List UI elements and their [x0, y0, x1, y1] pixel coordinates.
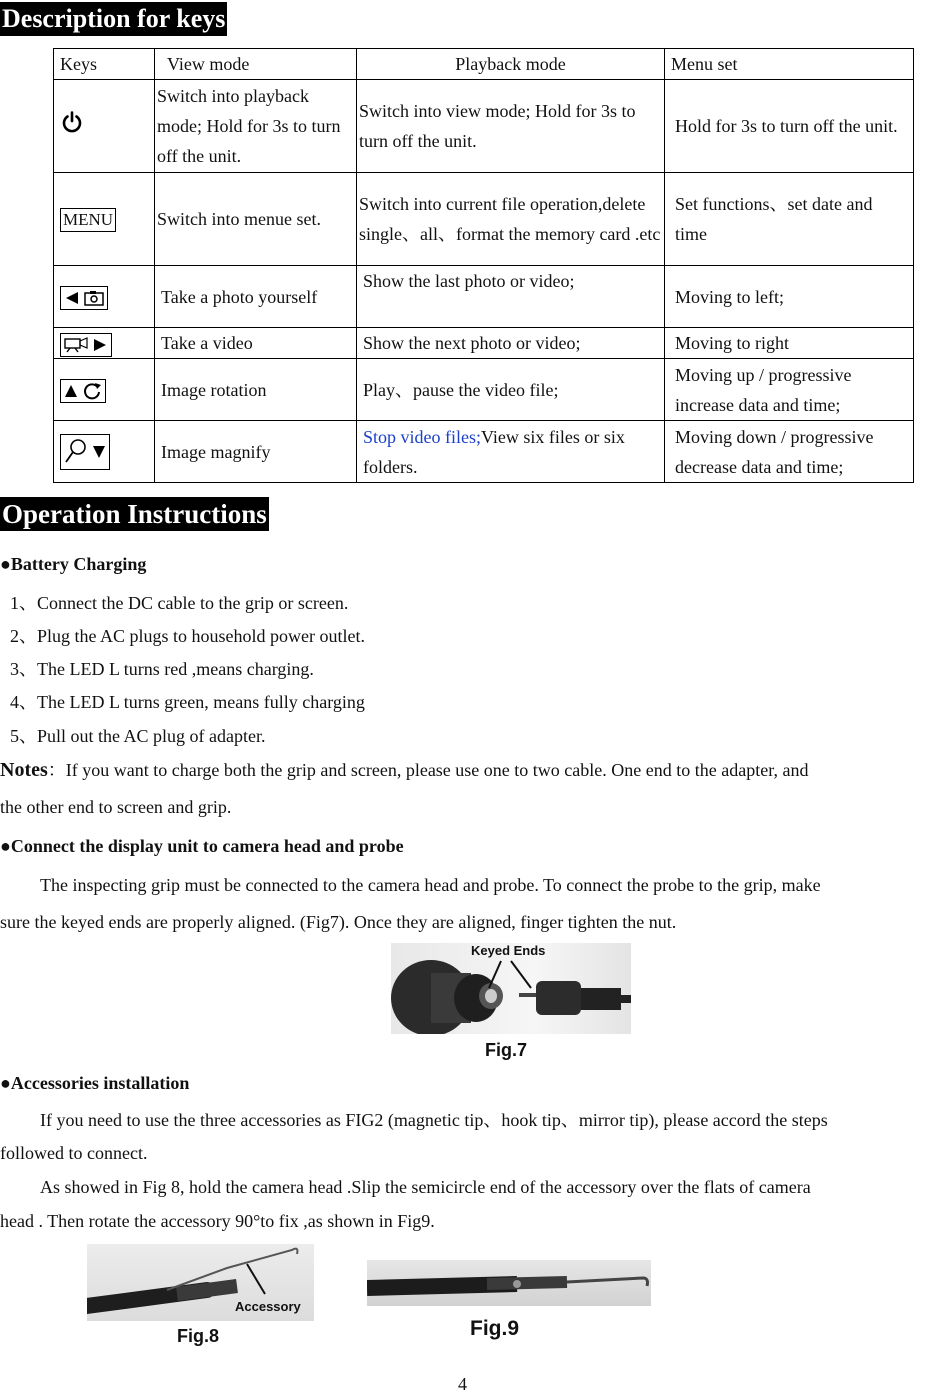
keys-table [53, 48, 914, 483]
menu-cell: Moving up / progressive increase data and time; [665, 359, 914, 421]
accessories-p2-line-1: As showed in Fig 8, hold the camera head .Slip the semicircle end of the accessory over the flats of camera [40, 1177, 811, 1197]
connect-title: ●Connect the display unit to camera head and probe [0, 836, 404, 856]
view-cell: Take a photo yourself [155, 266, 357, 328]
fig8-caption: Fig.8 [177, 1326, 220, 1346]
table-row [54, 80, 914, 173]
playback-cell: Show the next photo or video; [357, 328, 665, 359]
accessories-title: ●Accessories installation [0, 1073, 190, 1093]
key-cell [54, 173, 155, 266]
view-cell: Take a video [155, 328, 357, 359]
table-row [54, 421, 914, 483]
key-cell [54, 80, 155, 173]
video-right-icon [60, 333, 112, 357]
fig8-label: Accessory [235, 1299, 301, 1314]
view-cell: Image magnify [155, 421, 357, 483]
menu-cell: Set functions、set date and time [665, 173, 914, 266]
page-number: 4 [458, 1374, 467, 1394]
header-menu-set: Menu set [665, 49, 914, 80]
connect-line-2: sure the keyed ends are properly aligned. (Fig7). Once they are aligned, finger tighten the nut. [0, 912, 677, 932]
playback-cell: Play、pause the video file; [357, 359, 665, 421]
power-icon [60, 110, 84, 134]
accessories-p1-line-1: If you need to use the three accessories as FIG2 (magnetic tip、hook tip、mirror tip), please accord the steps [40, 1110, 828, 1130]
menu-cell: Moving to right [665, 328, 914, 359]
playback-cell: Show the last photo or video; [357, 266, 665, 328]
table-row [54, 266, 914, 328]
connect-line-1: The inspecting grip must be connected to the camera head and probe. To connect the probe to the grip, make [40, 875, 821, 895]
fig7-caption: Fig.7 [485, 1040, 528, 1060]
playback-cell: Switch into current file operation,delete single、all、format the memory card .etc [357, 173, 665, 266]
fig9-image [367, 1260, 651, 1306]
view-cell: Switch into menue set. [155, 173, 357, 266]
notes-line-1 [0, 758, 808, 782]
notes-line-2: the other end to screen and grip. [0, 797, 232, 817]
notes-label: Notes [0, 759, 48, 781]
notes-separator: ： [47, 760, 66, 780]
heading-description-keys: Description for keys [0, 2, 227, 36]
magnify-down-icon [60, 434, 110, 470]
header-playback-mode: Playback mode [357, 49, 665, 80]
accessories-p2-line-2: head . Then rotate the accessory 90°to fix ,as shown in Fig9. [0, 1211, 435, 1231]
table-row [54, 173, 914, 266]
header-keys: Keys [54, 49, 155, 80]
view-cell: Image rotation [155, 359, 357, 421]
fig8-image [87, 1244, 314, 1321]
notes-text: If you want to charge both the grip and screen, please use one to two cable. One end to the adapter, and [65, 760, 809, 780]
battery-step-2: 2、Plug the AC plugs to household power outlet. [10, 626, 365, 646]
fig9-caption: Fig.9 [470, 1317, 520, 1340]
left-camera-icon [60, 286, 108, 310]
heading-operation-instructions: Operation Instructions [2, 499, 267, 529]
six-files-text: View six files or six folders. [363, 426, 625, 477]
battery-step-4: 4、The LED L turns green, means fully charging [10, 692, 365, 712]
fig7-label: Keyed Ends [471, 943, 546, 958]
battery-step-3: 3、The LED L turns red ,means charging. [10, 659, 314, 679]
playback-cell: Switch into view mode; Hold for 3s to turn off the unit. [357, 80, 665, 173]
battery-charging-title: ●Battery Charging [0, 554, 147, 574]
table-row [54, 328, 914, 359]
header-view-mode: View mode [155, 49, 357, 80]
menu-cell: Hold for 3s to turn off the unit. [665, 80, 914, 173]
fig7-image [391, 943, 631, 1034]
battery-step-5: 5、Pull out the AC plug of adapter. [10, 726, 266, 746]
menu-cell: Moving to left; [665, 266, 914, 328]
key-cell [54, 266, 155, 328]
menu-key-label: MENU [60, 208, 116, 232]
up-rotate-icon [60, 379, 106, 403]
menu-cell: Moving down / progressive decrease data and time; [665, 421, 914, 483]
accessories-p1-line-2: followed to connect. [0, 1143, 148, 1163]
key-cell [54, 328, 155, 359]
key-cell [54, 359, 155, 421]
stop-video-text: Stop video files; [363, 426, 481, 447]
key-cell [54, 421, 155, 483]
table-header-row [54, 49, 914, 80]
view-cell: Switch into playback mode; Hold for 3s to turn off the unit. [155, 80, 357, 173]
playback-cell [357, 421, 665, 483]
table-row [54, 359, 914, 421]
battery-step-1: 1、Connect the DC cable to the grip or screen. [10, 593, 349, 613]
